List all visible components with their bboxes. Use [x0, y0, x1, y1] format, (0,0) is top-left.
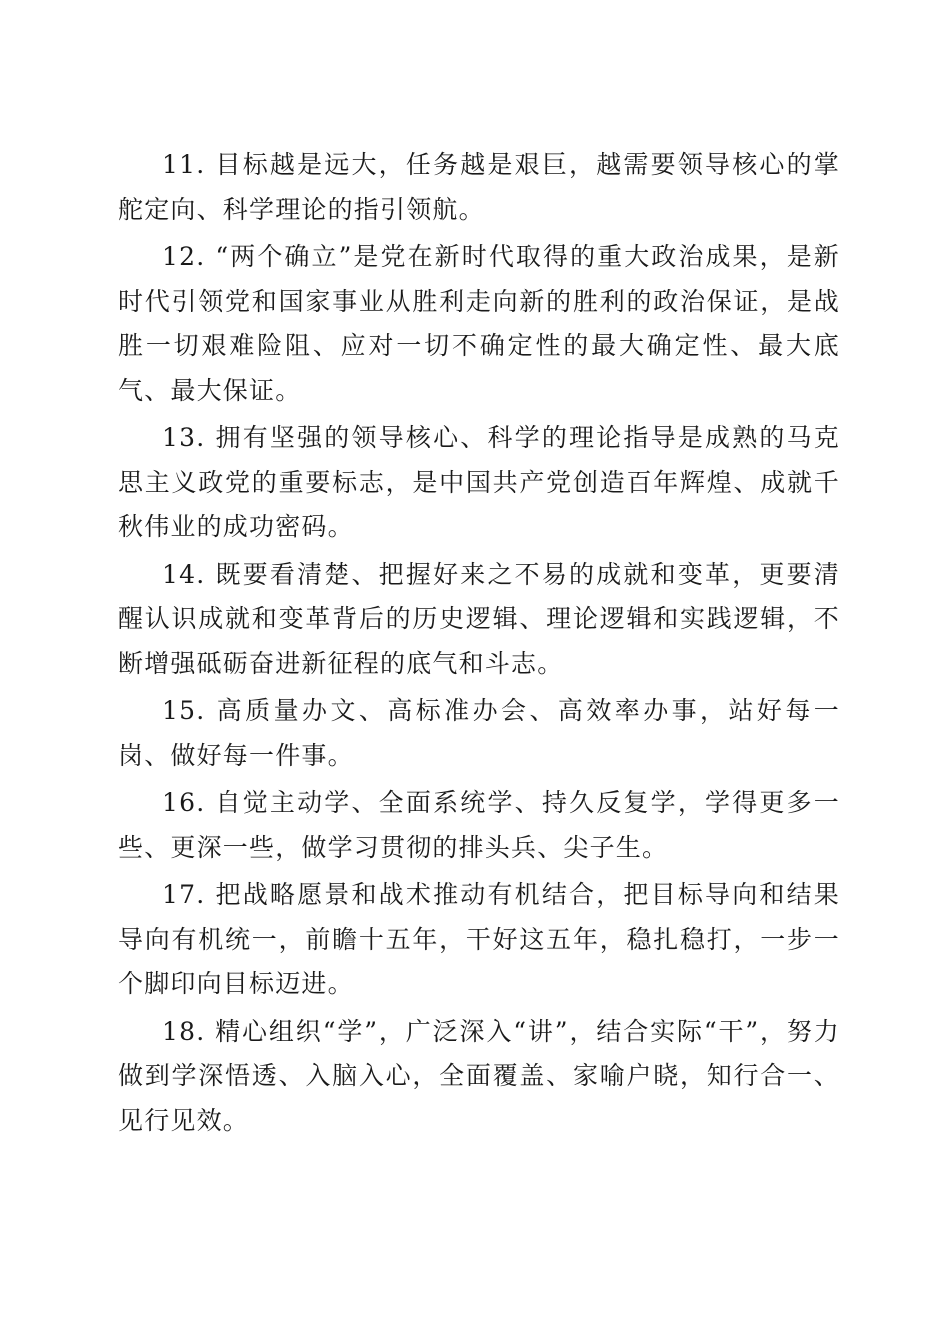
document-body [118, 143, 840, 1146]
paragraph-11: 11. 目标越是远大，任务越是艰巨，越需要领导核心的掌舵定向、科学理论的指引领航。 [118, 150, 840, 224]
paragraph-17: 17. 把战略愿景和战术推动有机结合，把目标导向和结果导向有机统一，前瞻十五年，干好这五年，稳扎稳打，一步一个脚印向目标迈进。 [118, 880, 840, 998]
paragraph-16: 16. 自觉主动学、全面系统学、持久反复学，学得更多一些、更深一些，做学习贯彻的排头兵、尖子生。 [118, 788, 840, 862]
paragraph-15: 15. 高质量办文、高标准办会、高效率办事，站好每一岗、做好每一件事。 [118, 696, 840, 770]
paragraph-12: 12. “两个确立”是党在新时代取得的重大政治成果，是新时代引领党和国家事业从胜利走向新的胜利的政治保证，是战胜一切艰难险阻、应对一切不确定性的最大确定性、最大底气、最大保证。 [118, 242, 840, 405]
paragraph-14: 14. 既要看清楚、把握好来之不易的成就和变革，更要清醒认识成就和变革背后的历史逻辑、理论逻辑和实践逻辑，不断增强砥砺奋进新征程的底气和斗志。 [118, 559, 840, 678]
paragraph-18: 18. 精心组织“学”，广泛深入“讲”，结合实际“干”，努力做到学深悟透、入脑入心，全面覆盖、家喻户晓，知行合一、见行见效。 [118, 1016, 840, 1135]
paragraph-13: 13. 拥有坚强的领导核心、科学的理论指导是成熟的马克思主义政党的重要标志，是中国共产党创造百年辉煌、成就千秋伟业的成功密码。 [118, 423, 840, 541]
